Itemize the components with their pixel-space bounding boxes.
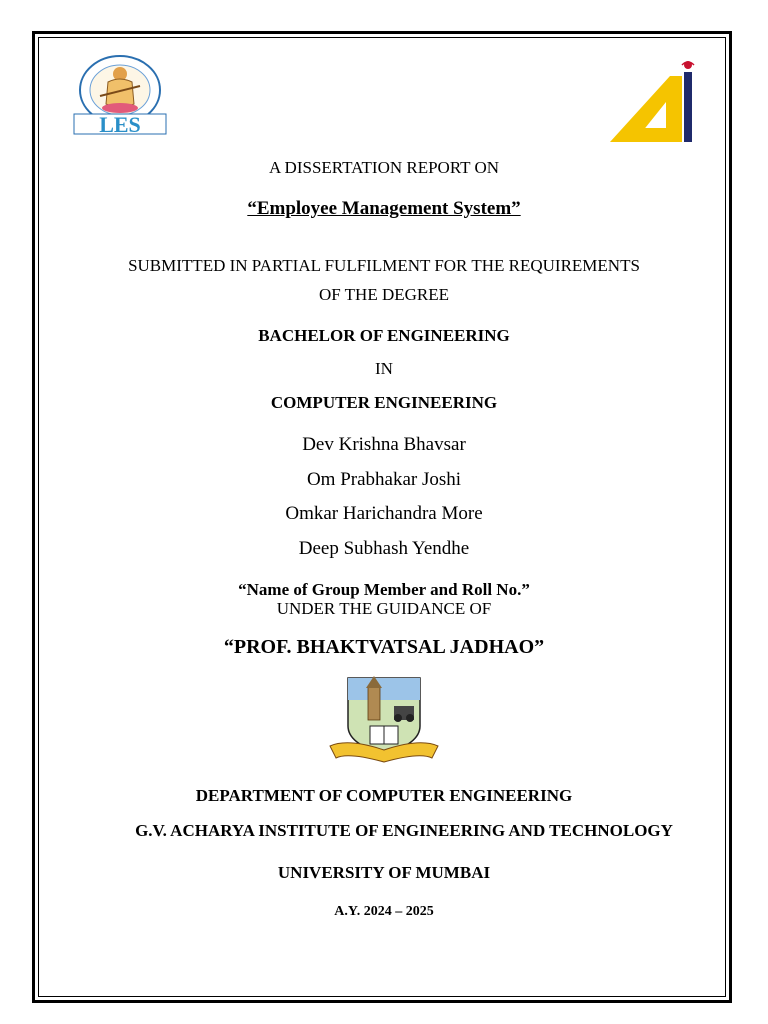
members-caption: “Name of Group Member and Roll No.” bbox=[238, 580, 530, 599]
university-name: UNIVERSITY OF MUMBAI bbox=[277, 863, 491, 882]
degree-in: IN bbox=[375, 359, 393, 378]
member-name: Om Prabhakar Joshi bbox=[306, 469, 462, 490]
guide-name: “PROF. BHAKTVATSAL JADHAO” bbox=[223, 636, 545, 658]
member-name: Deep Subhash Yendhe bbox=[298, 538, 470, 559]
member-name: Omkar Harichandra More bbox=[285, 503, 483, 524]
degree-branch: COMPUTER ENGINEERING bbox=[270, 393, 498, 412]
institute-name: G.V. ACHARYA INSTITUTE OF ENGINEERING AND TECHNOLOGY bbox=[135, 821, 673, 840]
university-crest-logo bbox=[328, 676, 440, 768]
les-society-logo bbox=[70, 52, 170, 136]
submission-line-1: SUBMITTED IN PARTIAL FULFILMENT FOR THE REQUIREMENTS bbox=[128, 256, 640, 275]
department-name: DEPARTMENT OF COMPUTER ENGINEERING bbox=[195, 786, 573, 805]
submission-line-2: OF THE DEGREE bbox=[318, 285, 449, 304]
member-name: Dev Krishna Bhavsar bbox=[302, 434, 466, 455]
les-logo-text: LES bbox=[99, 112, 141, 136]
project-title: “Employee Management System” bbox=[247, 198, 521, 219]
report-heading: A DISSERTATION REPORT ON bbox=[268, 158, 500, 177]
academic-year: A.Y. 2024 – 2025 bbox=[334, 904, 434, 919]
guidance-label: UNDER THE GUIDANCE OF bbox=[276, 599, 492, 618]
degree-name: BACHELOR OF ENGINEERING bbox=[258, 326, 510, 345]
institute-a-logo bbox=[608, 58, 698, 146]
